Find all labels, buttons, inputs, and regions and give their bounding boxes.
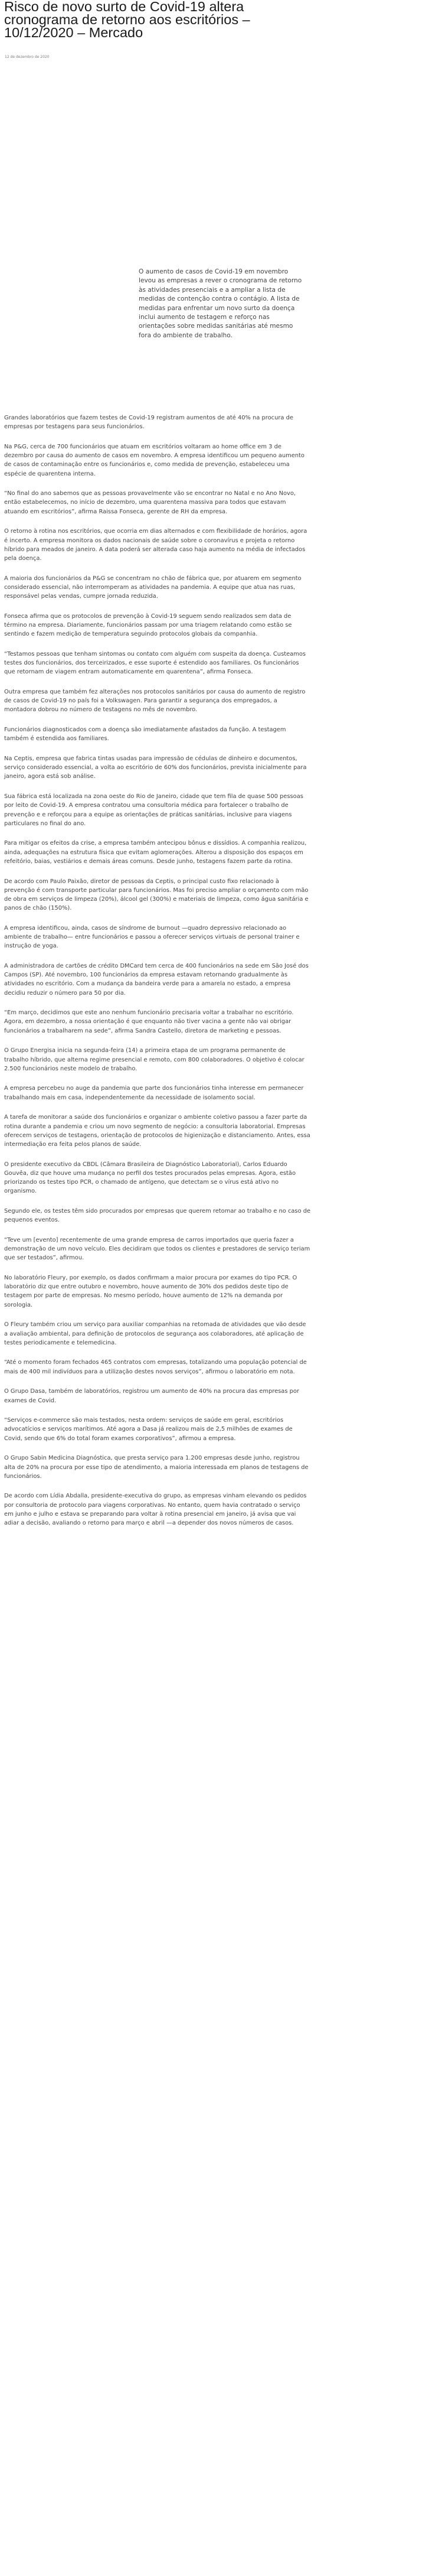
article-paragraph: “No final do ano sabemos que as pessoas provavelmente vão se encontrar no Natal e no Ano Novo, então estabelecemos, no início de dezembro, uma quarentena massiva para todos que estavam atuando em escritórios”, afirma Raissa Fonseca, gerente de RH da empresa.	[4, 490, 296, 515]
article-paragraph: A maioria dos funcionários da P&G se concentram no chão de fábrica que, por atuarem em segmento considerado essencial, não interromperam as atividades na pandemia. A equipe que atua nas ruas, responsável pelas vendas, cumpre jornada reduzida.	[4, 575, 302, 600]
article-paragraph: De acordo com Paulo Paixão, diretor de pessoas da Ceptis, o principal custo fixo relacionado à prevenção é com transporte particular para funcionários. Mas foi preciso ampliar o orçamento com mão de obra em serviços de limpeza (20%), álcool gel (300%) e materiais de limpeza, como água sanitária e panos de chão (150%).	[4, 878, 309, 912]
article-paragraph: “Serviços e-commerce são mais testados, nesta ordem: serviços de saúde em geral, escritórios advocatícios e serviços marítimos. Até agora a Dasa já realizou mais de 2,5 milhões de exames de Covid, sendo que 6% do total foram exames corporativos”, afirmou a empresa.	[4, 1417, 293, 1442]
article-title: Risco de novo surto de Covid-19 altera cronograma de retorno aos escritórios – 10/12/2020 – Mercado	[4, 0, 250, 40]
article-paragraph: No laboratório Fleury, por exemplo, os dados confirmam a maior procura por exames do tipo PCR. O laboratório diz que entre outubro e novembro, houve aumento de 30% dos pedidos deste tipo de testagem por parte de empresas. No mesmo período, houve aumento de 12% na demanda por sorologia.	[4, 1275, 297, 1308]
article-paragraph: O Grupo Sabin Medicina Diagnóstica, que presta serviço para 1.200 empresas desde junho, registrou alta de 20% na procura por esse tipo de atendimento, a maioria interessada em planos de testagens de funcionários.	[4, 1455, 309, 1480]
article-paragraph: “Teve um [evento] recentemente de uma grande empresa de carros importados que queria fazer a demonstração de um novo veículo. Eles decidiram que todos os clientes e prestadores de serviço teriam que ser testados”, afirmou.	[4, 1236, 310, 1262]
article-paragraph: Outra empresa que também fez alterações nos protocolos sanitários por causa do aumento de registro de casos de Covid-19 no país foi a Volkswagen. Para garantir a segurança dos empregados, a montadora dobrou no número de testagens no mês de novembro.	[4, 688, 306, 714]
article-paragraph: O presidente executivo da CBDL (Câmara Brasileira de Diagnóstico Laboratorial), Carlos Eduardo Gouvêa, diz que houve uma mudança no perfil dos testes procurados pelas empresas. Agora, estão priorizando os testes tipo PCR, o chamado de antígeno, que detectam se o vírus está ativo no organismo.	[4, 1161, 296, 1195]
article-paragraph: Funcionários diagnosticados com a doença são imediatamente afastados da função. A testagem também é estendida aos familiares.	[4, 727, 286, 742]
article-paragraph: Para mitigar os efeitos da crise, a empresa também antecipou bônus e dissídios. A companhia realizou, ainda, adequações na estrutura física que evitam aglomerações. Alterou a disposição dos espaços em refeitório, baias, vestiários e demais áreas comuns. Desde junho, testagens fazem parte da rotina.	[4, 840, 307, 865]
article-paragraph: Na P&G, cerca de 700 funcionários que atuam em escritórios voltaram ao home office em 3 de dezembro por causa do aumento de casos em novembro. A empresa identificou um pequeno aumento de casos de contaminação entre os funcionários e, como medida de prevenção, estabeleceu uma espécie de quarentena interna.	[4, 443, 304, 477]
article-paragraph: “Até o momento foram fechados 465 contratos com empresas, totalizando uma população potencial de mais de 400 mil indivíduos para a utilização destes novos serviços”, afirmou o laboratório em nota.	[4, 1359, 307, 1375]
article-paragraph: A administradora de cartões de crédito DMCard tem cerca de 400 funcionários na sede em São José dos Campos (SP). Até novembro, 100 funcionários da empresa estavam retornando gradualmente às atividades no escritório. Com a mudança da bandeira verde para a amarela no estado, a empresa decidiu reduzir o número para 50 por dia.	[4, 962, 309, 996]
article-date: 12 de dezembro de 2020	[5, 55, 50, 59]
article-paragraph: Sua fábrica está localizada na zona oeste do Rio de Janeiro, cidade que tem fila de quase 500 pessoas por leito de Covid-19. A empresa contratou uma consultoria médica para fortalecer o trabalho de prevenção e e reforçou para a equipe as orientações de práticas sanitárias, inclusive para viagens particulares no final do ano.	[4, 793, 303, 827]
article-paragraph: “Em março, decidimos que este ano nenhum funcionário precisaria voltar a trabalhar no escritório. Agora, em dezembro, a nossa orientação é que enquanto não tiver vacina a gente não vai obrigar funcionários a trabalharem na sede”, afirma Sandra Castello, diretora de marketing e pessoas.	[4, 1009, 294, 1034]
article-paragraph: O retorno à rotina nos escritórios, que ocorria em dias alternados e com flexibilidade de horários, agora é incerto. A empresa monitora os dados nacionais de saúde sobre o coronavírus e projeta o retorno híbrido para meados de janeiro. A data poderá ser alterada caso haja aumento na média de infectados pela doença.	[4, 528, 307, 562]
article-paragraph: A tarefa de monitorar a saúde dos funcionários e organizar o ambiente coletivo passou a fazer parte da rotina durante a pandemia e criou um novo segmento de negócio: a consultoria laboratorial. Empresas oferecem serviços de testagens, orientação de protocolos de higienização e distanciamento. Antes, essa intermediação era feita pelos planos de saúde.	[4, 1114, 310, 1148]
article-paragraph: A empresa percebeu no auge da pandemia que parte dos funcionários tinha interesse em permanecer trabalhando mais em casa, independentemente da necessidade de isolamento social.	[4, 1085, 304, 1101]
article-paragraph: Segundo ele, os testes têm sido procurados por empresas que querem retomar ao trabalho e no caso de pequenos eventos.	[4, 1208, 311, 1224]
article-paragraph: Fonseca afirma que os protocolos de prevenção à Covid-19 seguem sendo realizados sem data de término na empresa. Diariamente, funcionários passam por uma triagem relatando como estão se sentindo e fazem medição de temperatura seguindo protocolos globais da companhia.	[4, 613, 292, 638]
article-body	[4, 413, 311, 1539]
article-paragraph: O Grupo Dasa, também de laboratórios, registrou um aumento de 40% na procura das empresas por exames de Covid.	[4, 1388, 299, 1404]
article-paragraph: “Testamos pessoas que tenham sintomas ou contato com alguém com suspeita da doença. Custeamos testes dos funcionários, dos terceirizados, e esse suporte é estendido aos familiares. Os funcionários que retornam de viagem entram automaticamente em quarentena”, afirma Fonseca.	[4, 650, 306, 676]
article-paragraph: O Grupo Energisa inicia na segunda-feira (14) a primeira etapa de um programa permanente de trabalho híbrido, que alterna regime presencial e remoto, com 800 colaboradores. O objetivo é colocar 2.500 funcionários neste modelo de trabalho.	[4, 1047, 304, 1072]
article-paragraph: A empresa identificou, ainda, casos de síndrome de burnout —quadro depressivo relacionado ao ambiente de trabalho— entre funcionários e passou a oferecer serviços virtuais de personal trainer e instrução de yoga.	[4, 924, 300, 950]
article-paragraph: O Fleury também criou um serviço para auxiliar companhias na retomada de atividades que vão desde a avaliação ambiental, para definição de protocolos de segurança aos colaboradores, até aplicação de testes periodicamente e telemedicina.	[4, 1321, 306, 1346]
article-paragraph: De acordo com Lídia Abdalla, presidente-executiva do grupo, as empresas vinham elevando os pedidos por consultoria de protocolo para viagens corporativas. No entanto, quem havia contratado o serviço em junho e julho e estava se preparando para voltar à rotina presencial em janeiro, já avisa que vai adiar a decisão, avaliando o retorno para março e abril —a depender dos novos números de casos.	[4, 1493, 307, 1527]
article-paragraph: Grandes laboratórios que fazem testes de Covid-19 registram aumentos de até 40% na procura de empresas por testagens para seus funcionários.	[4, 415, 293, 431]
article-lead: O aumento de casos de Covid-19 em novembro levou as empresas a rever o cronograma de retorno às atividades presenciais e a ampliar a lista de medidas de contenção contra o contágio. A lista de medidas para enfrentar um novo surto da doença inclui aumento de testagem e reforço nas orientações sobre medidas sanitárias até mesmo fora do ambiente de trabalho.	[139, 268, 302, 339]
article-paragraph: Na Ceptis, empresa que fabrica tintas usadas para impressão de cédulas de dinheiro e documentos, serviço considerado essencial, a volta ao escritório de 60% dos funcionários, prevista inicialmente para janeiro, agora está sob análise.	[4, 755, 307, 780]
